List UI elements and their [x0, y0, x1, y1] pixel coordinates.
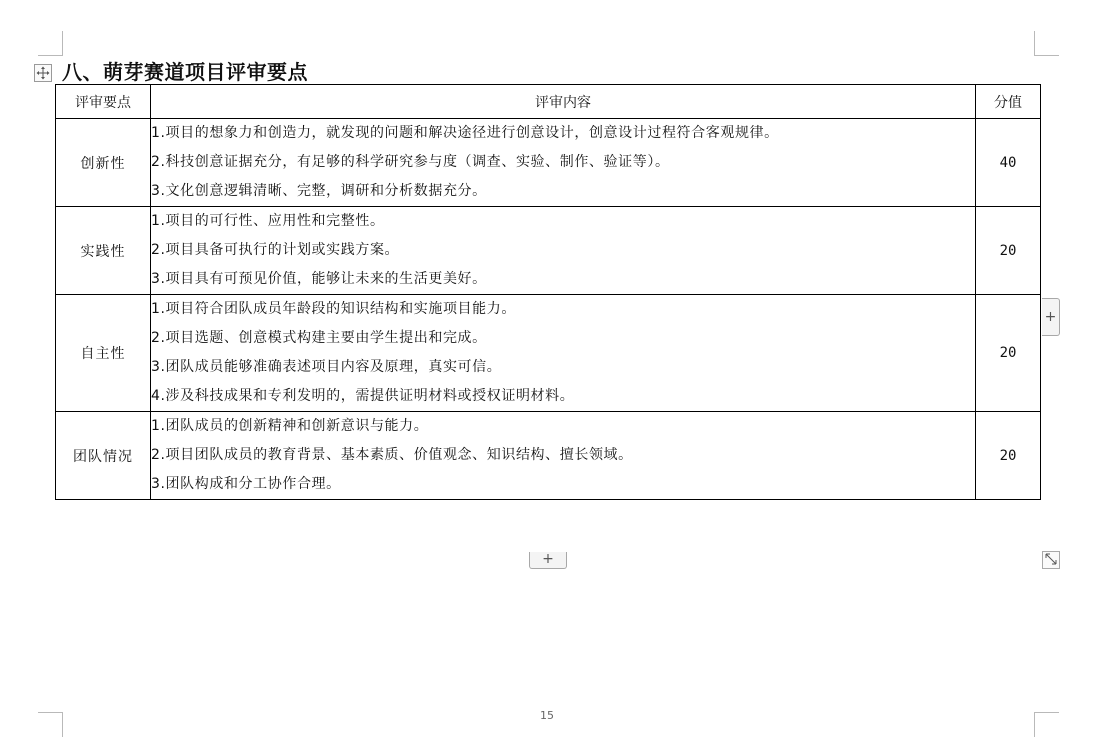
content-line: 3.文化创意逻辑清晰、完整，调研和分析数据充分。 [151, 183, 487, 199]
criteria-cell[interactable]: 自主性 [56, 295, 151, 412]
table-row [56, 295, 1041, 412]
content-line: 4.涉及科技成果和专利发明的，需提供证明材料或授权证明材料。 [151, 388, 575, 404]
resize-icon [1044, 552, 1058, 566]
content-line: 1.项目符合团队成员年龄段的知识结构和实施项目能力。 [151, 301, 516, 317]
content-cell[interactable] [151, 295, 976, 412]
content-line: 2.科技创意证据充分，有足够的科学研究参与度（调查、实验、制作、验证等）。 [151, 154, 670, 170]
header-content: 评审内容 [151, 85, 976, 119]
score-cell[interactable]: 20 [976, 207, 1041, 295]
content-line: 1.项目的想象力和创造力，就发现的问题和解决途径进行创意设计，创意设计过程符合客观规律。 [151, 125, 779, 141]
content-line: 3.项目具有可预见价值，能够让未来的生活更美好。 [151, 271, 487, 287]
section-heading: 八、萌芽赛道项目评审要点 [62, 60, 308, 84]
table-row [56, 207, 1041, 295]
criteria-cell[interactable]: 实践性 [56, 207, 151, 295]
content-cell[interactable] [151, 119, 976, 207]
content-cell[interactable] [151, 412, 976, 500]
criteria-cell[interactable]: 团队情况 [56, 412, 151, 500]
page-corner-mark-top-left [38, 31, 63, 56]
page-corner-mark-top-right [1034, 31, 1059, 56]
content-line: 2.项目团队成员的教育背景、基本素质、价值观念、知识结构、擅长领域。 [151, 447, 633, 463]
table-row [56, 119, 1041, 207]
page-number: 15 [540, 709, 554, 722]
score-cell[interactable]: 20 [976, 295, 1041, 412]
move-icon [36, 66, 50, 80]
table-row [56, 412, 1041, 500]
content-line: 1.项目的可行性、应用性和完整性。 [151, 213, 385, 229]
table-resize-handle[interactable] [1042, 551, 1060, 569]
table-move-handle[interactable] [34, 64, 52, 82]
content-line: 3.团队构成和分工协作合理。 [151, 476, 341, 492]
criteria-cell[interactable]: 创新性 [56, 119, 151, 207]
content-line: 3.团队成员能够准确表述项目内容及原理，真实可信。 [151, 359, 502, 375]
table-header-row [56, 85, 1041, 119]
content-cell[interactable] [151, 207, 976, 295]
score-cell[interactable]: 20 [976, 412, 1041, 500]
add-column-button[interactable]: + [1042, 298, 1060, 336]
add-row-button[interactable]: + [529, 552, 567, 569]
content-line: 2.项目具备可执行的计划或实践方案。 [151, 242, 400, 258]
content-line: 2.项目选题、创意模式构建主要由学生提出和完成。 [151, 330, 487, 346]
header-criteria: 评审要点 [56, 85, 151, 119]
score-cell[interactable]: 40 [976, 119, 1041, 207]
header-score: 分值 [976, 85, 1041, 119]
content-line: 1.团队成员的创新精神和创新意识与能力。 [151, 418, 429, 434]
review-criteria-table [55, 84, 1041, 500]
